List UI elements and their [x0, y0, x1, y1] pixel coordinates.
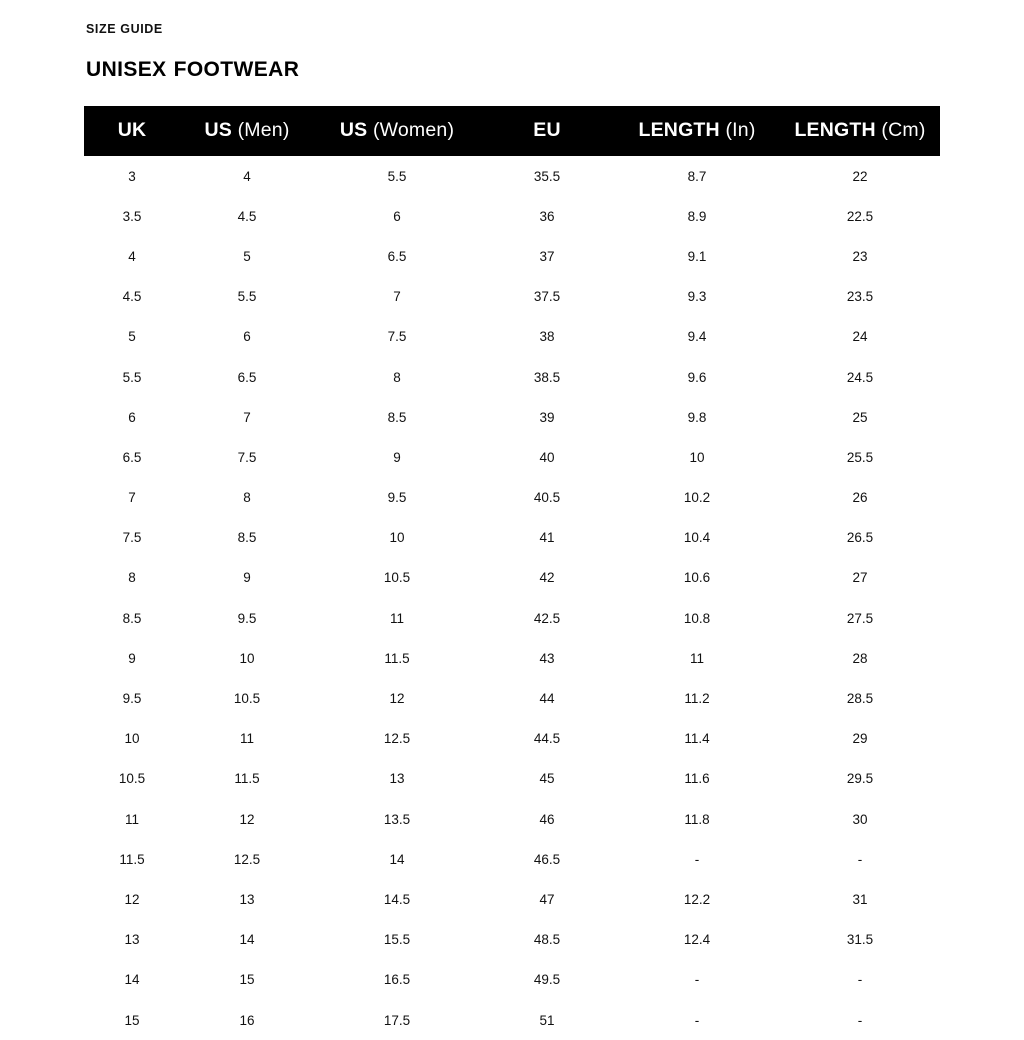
- cell-length-in: -: [694, 851, 700, 867]
- cell-eu: 41: [539, 530, 555, 546]
- cell-uk: 14: [124, 972, 140, 988]
- cell-us-men: 8.5: [237, 530, 257, 546]
- table-row: [84, 558, 940, 598]
- cell-eu: 42.5: [533, 610, 561, 626]
- cell-eu: 43: [539, 650, 555, 666]
- size-chart-table: [84, 106, 940, 1040]
- cell-us-women: 11: [389, 610, 404, 626]
- cell-us-women: 13.5: [383, 811, 411, 827]
- table-row: [84, 799, 940, 839]
- cell-us-men: 9.5: [237, 610, 257, 626]
- cell-length-cm: -: [857, 851, 863, 867]
- cell-length-cm: 29: [852, 731, 868, 747]
- cell-uk: 10: [124, 731, 140, 747]
- table-row: [84, 357, 940, 397]
- cell-length-cm: 23.5: [846, 289, 874, 305]
- table-row: [84, 759, 940, 799]
- cell-us-men: 5.5: [237, 289, 257, 305]
- column-header-us-women-unit: (Women): [367, 119, 455, 141]
- cell-uk: 13: [124, 932, 140, 948]
- cell-length-cm: 28.5: [846, 691, 874, 707]
- cell-eu: 37.5: [533, 289, 561, 305]
- cell-eu: 47: [539, 891, 555, 907]
- page-title: [86, 58, 940, 82]
- cell-uk: 4.5: [122, 289, 142, 305]
- cell-us-women: 9.5: [387, 490, 407, 506]
- cell-us-women: 10.5: [383, 570, 411, 586]
- cell-us-men: 9: [243, 570, 251, 586]
- cell-length-in: 11: [689, 650, 704, 666]
- cell-length-cm: 27: [852, 570, 868, 586]
- cell-us-men: 6.5: [237, 369, 257, 385]
- cell-us-men: 11.5: [234, 771, 260, 787]
- cell-us-women: 7: [393, 289, 401, 305]
- column-header-uk: [84, 106, 180, 156]
- cell-us-women: 15.5: [383, 932, 411, 948]
- cell-uk: 9.5: [122, 691, 142, 707]
- cell-uk: 6.5: [122, 449, 142, 465]
- cell-length-in: -: [694, 972, 700, 988]
- table-header: [84, 106, 940, 156]
- cell-length-cm: 22.5: [846, 208, 874, 224]
- cell-length-in: 9.6: [687, 369, 707, 385]
- cell-us-men: 11: [239, 731, 254, 747]
- cell-length-cm: 24.5: [846, 369, 874, 385]
- cell-eu: 37: [539, 248, 555, 264]
- cell-eu: 45: [539, 771, 555, 787]
- cell-eu: 48.5: [533, 932, 561, 948]
- table-row: [84, 719, 940, 759]
- cell-uk: 10.5: [118, 771, 146, 787]
- cell-length-in: 9.4: [687, 329, 707, 345]
- cell-length-in: 9.3: [687, 289, 707, 305]
- table-row: [84, 156, 940, 196]
- cell-length-in: 11.2: [684, 691, 710, 707]
- cell-uk: 15: [124, 1012, 140, 1028]
- cell-length-in: 12.4: [683, 932, 711, 948]
- table-row: [84, 478, 940, 518]
- table-row: [84, 397, 940, 437]
- cell-us-men: 5: [243, 248, 251, 264]
- cell-length-cm: 22: [852, 168, 868, 184]
- cell-eu: 39: [539, 409, 555, 425]
- cell-length-cm: 25: [852, 409, 868, 425]
- cell-eu: 46.5: [533, 851, 561, 867]
- table-row: [84, 638, 940, 678]
- cell-us-women: 6.5: [387, 248, 407, 264]
- cell-eu: 51: [539, 1012, 555, 1028]
- cell-length-cm: 26: [852, 490, 868, 506]
- column-header-us-women: [314, 106, 480, 156]
- cell-eu: 36: [539, 208, 555, 224]
- cell-us-men: 12: [239, 811, 255, 827]
- cell-eu: 49.5: [533, 972, 561, 988]
- cell-us-women: 8.5: [387, 409, 407, 425]
- column-header-uk-main: UK: [117, 119, 147, 141]
- column-header-us-women-main: US: [339, 119, 368, 141]
- page-eyebrow: SIZE GUIDE: [86, 22, 163, 36]
- column-header-length-in: [614, 106, 780, 156]
- cell-us-men: 4: [243, 168, 251, 184]
- cell-us-men: 15: [239, 972, 255, 988]
- table-header-row: [84, 106, 940, 156]
- column-header-length-in-main: LENGTH: [638, 119, 720, 141]
- cell-us-women: 12: [389, 691, 405, 707]
- cell-us-men: 4.5: [237, 208, 257, 224]
- cell-us-men: 12.5: [233, 851, 261, 867]
- cell-uk: 12: [124, 891, 140, 907]
- cell-uk: 7.5: [122, 530, 142, 546]
- cell-uk: 11.5: [119, 851, 145, 867]
- cell-eu: 44.5: [533, 731, 561, 747]
- cell-us-men: 6: [243, 329, 251, 345]
- cell-us-women: 13: [389, 771, 405, 787]
- cell-us-women: 12.5: [383, 731, 411, 747]
- cell-eu: 38.5: [533, 369, 561, 385]
- cell-length-in: -: [694, 1012, 700, 1028]
- cell-us-men: 16: [239, 1012, 255, 1028]
- cell-length-in: 8.9: [687, 208, 707, 224]
- cell-length-in: 11.4: [684, 731, 710, 747]
- table-row: [84, 920, 940, 960]
- cell-us-women: 7.5: [387, 329, 407, 345]
- cell-length-in: 9.8: [687, 409, 707, 425]
- cell-eu: 46: [539, 811, 555, 827]
- cell-length-in: 10.8: [683, 610, 711, 626]
- table-row: [84, 839, 940, 879]
- cell-length-in: 10.4: [683, 530, 711, 546]
- cell-length-cm: 30: [852, 811, 868, 827]
- table-row: [84, 236, 940, 276]
- cell-length-cm: 27.5: [846, 610, 874, 626]
- cell-uk: 5.5: [122, 369, 142, 385]
- column-header-us-men: [180, 106, 314, 156]
- table-row: [84, 1000, 940, 1040]
- cell-us-women: 17.5: [383, 1012, 411, 1028]
- cell-length-in: 10.6: [683, 570, 711, 586]
- cell-us-women: 6: [393, 208, 401, 224]
- cell-length-in: 11.8: [684, 811, 710, 827]
- cell-us-women: 8: [393, 369, 401, 385]
- cell-eu: 40: [539, 449, 555, 465]
- cell-eu: 35.5: [533, 168, 561, 184]
- cell-length-cm: 24: [852, 329, 868, 345]
- cell-us-women: 5.5: [387, 168, 407, 184]
- cell-length-cm: 31.5: [846, 932, 874, 948]
- cell-eu: 40.5: [533, 490, 561, 506]
- column-header-length-in-unit: (In): [719, 119, 756, 141]
- cell-us-men: 8: [243, 490, 251, 506]
- cell-length-cm: 28: [852, 650, 868, 666]
- table-row: [84, 960, 940, 1000]
- cell-uk: 5: [128, 329, 136, 345]
- cell-length-cm: 31: [852, 891, 868, 907]
- cell-length-in: 9.1: [687, 248, 707, 264]
- cell-length-in: 8.7: [687, 168, 707, 184]
- table-row: [84, 196, 940, 236]
- column-header-length-cm-main: LENGTH: [794, 119, 876, 141]
- table-row: [84, 879, 940, 919]
- cell-length-in: 11.6: [684, 771, 710, 787]
- cell-us-men: 7.5: [237, 449, 257, 465]
- table-body: [84, 156, 940, 1040]
- cell-us-men: 10.5: [233, 691, 261, 707]
- cell-uk: 7: [128, 490, 136, 506]
- cell-length-in: 10: [689, 449, 705, 465]
- column-header-length-cm: [780, 106, 940, 156]
- table-row: [84, 518, 940, 558]
- cell-length-cm: 23: [852, 248, 868, 264]
- cell-us-men: 14: [239, 932, 255, 948]
- cell-us-men: 13: [239, 891, 255, 907]
- page-title-part1: UNISEX: [86, 58, 167, 81]
- cell-uk: 9: [128, 650, 136, 666]
- cell-uk: 3: [128, 168, 136, 184]
- cell-uk: 8.5: [122, 610, 142, 626]
- cell-eu: 44: [539, 691, 555, 707]
- cell-uk: 11: [124, 811, 139, 827]
- cell-us-women: 10: [389, 530, 405, 546]
- cell-us-men: 7: [243, 409, 251, 425]
- table-row: [84, 437, 940, 477]
- cell-us-women: 11.5: [384, 650, 410, 666]
- cell-us-men: 10: [239, 650, 255, 666]
- table-row: [84, 317, 940, 357]
- cell-uk: 6: [128, 409, 136, 425]
- cell-eu: 42: [539, 570, 555, 586]
- column-header-us-men-main: US: [204, 119, 232, 141]
- cell-uk: 8: [128, 570, 136, 586]
- column-header-us-men-unit: (Men): [231, 119, 290, 141]
- cell-length-cm: -: [857, 972, 863, 988]
- table-row: [84, 277, 940, 317]
- cell-us-women: 14.5: [383, 891, 411, 907]
- table-row: [84, 678, 940, 718]
- cell-us-women: 9: [393, 449, 401, 465]
- cell-length-cm: 26.5: [846, 530, 874, 546]
- cell-length-in: 10.2: [683, 490, 711, 506]
- column-header-eu-main: EU: [533, 119, 561, 141]
- cell-length-cm: 29.5: [846, 771, 874, 787]
- column-header-eu: [480, 106, 614, 156]
- cell-uk: 4: [128, 248, 136, 264]
- table-row: [84, 598, 940, 638]
- cell-us-women: 14: [389, 851, 405, 867]
- cell-length-cm: 25.5: [846, 449, 874, 465]
- cell-uk: 3.5: [122, 208, 142, 224]
- cell-length-in: 12.2: [683, 891, 711, 907]
- cell-us-women: 16.5: [383, 972, 411, 988]
- column-header-length-cm-unit: (Cm): [875, 119, 926, 141]
- page-title-part2: FOOTWEAR: [173, 58, 300, 81]
- cell-length-cm: -: [857, 1012, 863, 1028]
- cell-eu: 38: [539, 329, 555, 345]
